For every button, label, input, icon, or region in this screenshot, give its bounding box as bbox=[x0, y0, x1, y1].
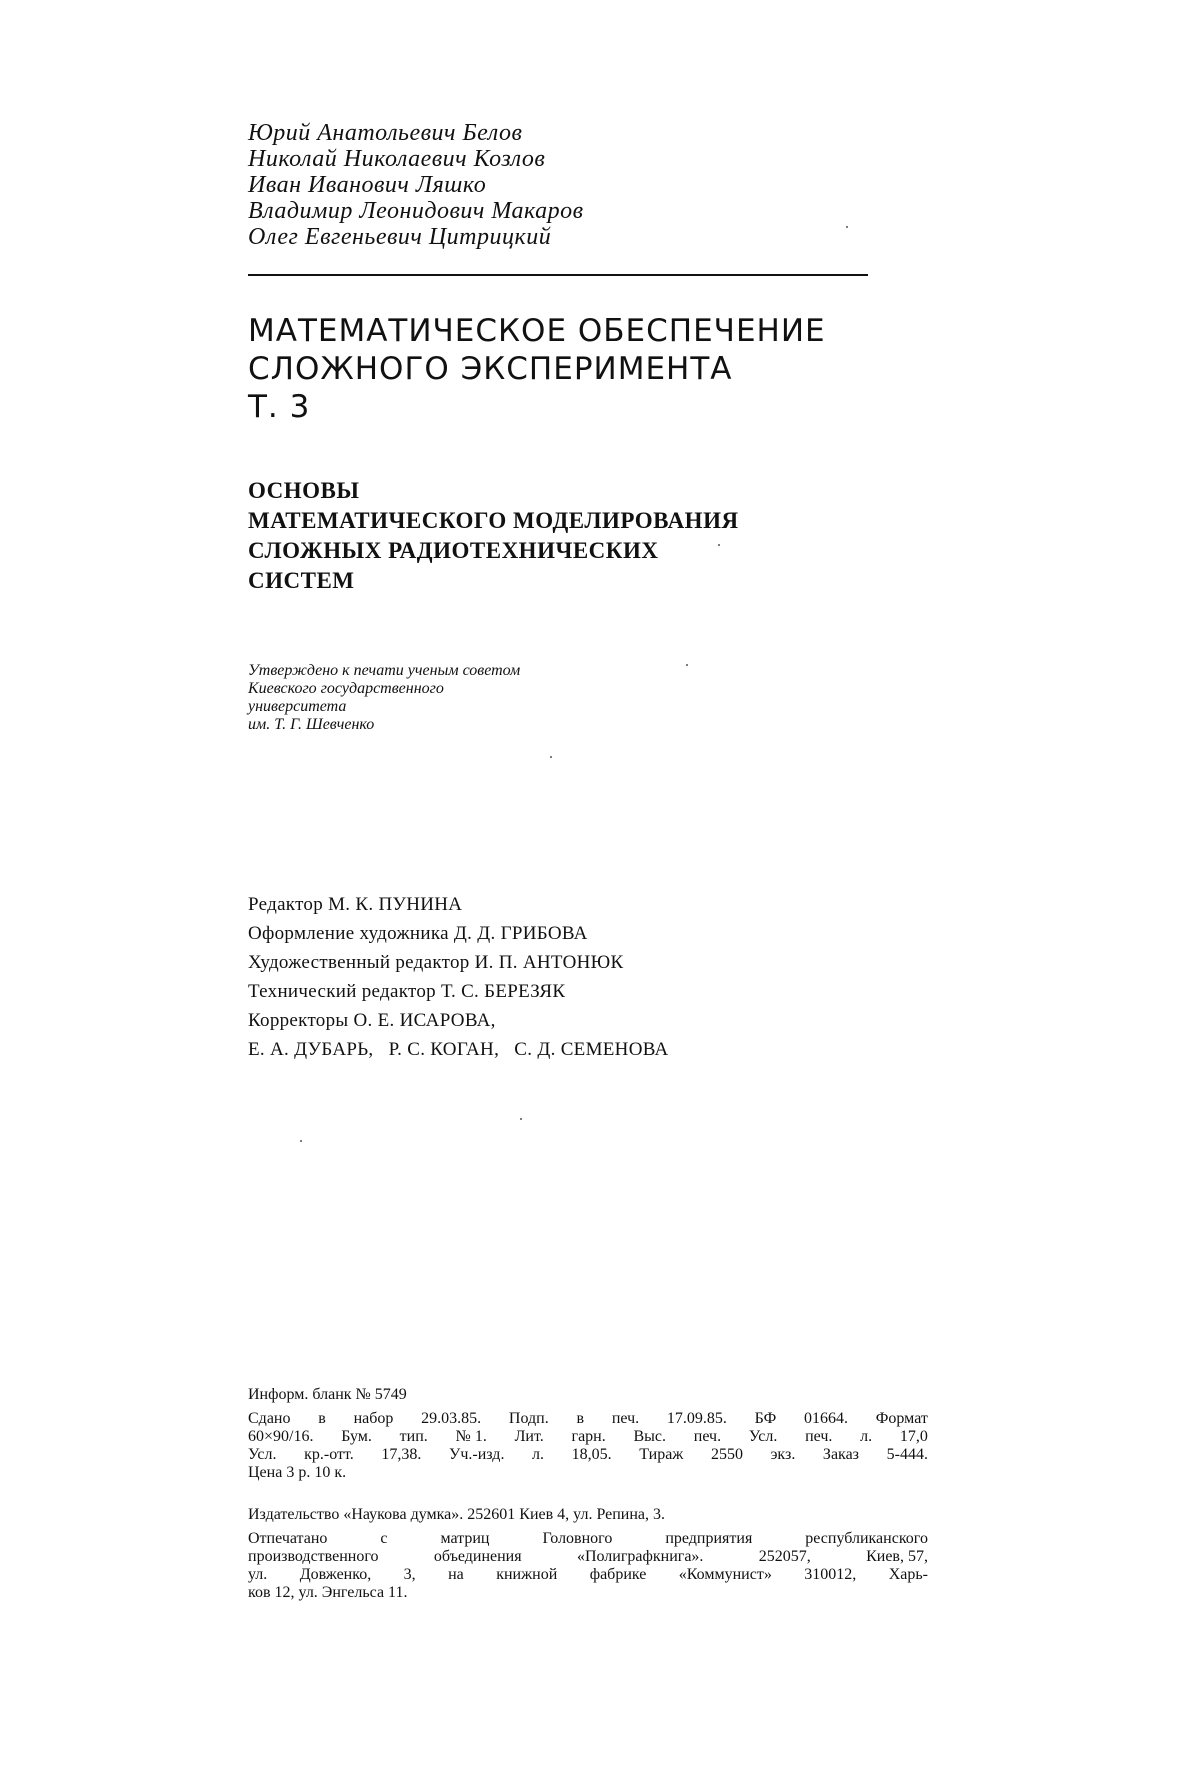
printer-info-line bbox=[248, 1530, 928, 1548]
word: 01664. bbox=[804, 1410, 849, 1427]
imprint-block bbox=[248, 1386, 928, 1602]
author-name: Олег Евгеньевич Цитрицкий bbox=[248, 224, 552, 250]
word: печ. bbox=[805, 1428, 833, 1445]
word: «Коммунист» bbox=[678, 1566, 772, 1583]
author-name: Юрий Анатольевич Белов bbox=[248, 120, 523, 146]
word: в bbox=[318, 1410, 326, 1427]
word: л. bbox=[860, 1428, 873, 1445]
print-details bbox=[248, 1410, 928, 1464]
printer-info-line bbox=[248, 1566, 928, 1584]
author-list bbox=[248, 120, 584, 250]
print-details-line bbox=[248, 1428, 928, 1446]
word: печ. bbox=[693, 1428, 722, 1445]
horizontal-rule bbox=[248, 274, 868, 276]
print-details-line bbox=[248, 1446, 928, 1464]
word: предприятия bbox=[665, 1530, 753, 1547]
info-blank-number: Информ. бланк № 5749 bbox=[248, 1386, 407, 1403]
approval-line: университета bbox=[248, 698, 347, 715]
word: 3, bbox=[403, 1566, 416, 1583]
word: экз. bbox=[770, 1446, 796, 1463]
word: 5-444. bbox=[886, 1446, 928, 1463]
word: 60×90/16. bbox=[248, 1428, 314, 1445]
approval-line: Утверждено к печати ученым советом bbox=[248, 662, 521, 679]
word: Уч.-изд. bbox=[449, 1446, 505, 1463]
word: кр.-отт. bbox=[304, 1446, 354, 1463]
word: 2550 bbox=[710, 1446, 743, 1463]
word: тип. bbox=[399, 1428, 428, 1445]
word: в bbox=[576, 1410, 585, 1427]
word: 17.09.85. bbox=[666, 1410, 727, 1427]
word: книжной bbox=[496, 1566, 558, 1583]
subtitle-line: СЛОЖНЫХ РАДИОТЕХНИЧЕСКИХ bbox=[248, 538, 659, 563]
author-name: Иван Иванович Ляшко bbox=[248, 172, 487, 198]
editorial-credits bbox=[248, 890, 669, 1064]
word: 17,38. bbox=[381, 1446, 422, 1463]
author-name: Николай Николаевич Козлов bbox=[248, 146, 546, 172]
credit-line: Корректоры О. Е. ИСАРОВА, bbox=[248, 1010, 496, 1031]
word: матриц bbox=[440, 1530, 490, 1547]
word: 252057, bbox=[758, 1548, 811, 1565]
word: ул. bbox=[248, 1566, 268, 1583]
subtitle-line: ОСНОВЫ bbox=[248, 478, 360, 503]
word: производственного bbox=[248, 1548, 379, 1565]
word: Лит. bbox=[514, 1428, 544, 1445]
book-title-line: МАТЕМАТИЧЕСКОЕ ОБЕСПЕЧЕНИЕ bbox=[248, 313, 826, 349]
book-title bbox=[248, 312, 826, 426]
word: набор bbox=[353, 1410, 394, 1427]
credit-line: Технический редактор Т. С. БЕРЕЗЯК bbox=[248, 981, 566, 1002]
word: 310012, bbox=[804, 1566, 857, 1583]
word: Выс. bbox=[633, 1428, 667, 1445]
word: 17,0 bbox=[899, 1428, 928, 1445]
subtitle-line: МАТЕМАТИЧЕСКОГО МОДЕЛИРОВАНИЯ bbox=[248, 508, 739, 533]
word: Заказ bbox=[822, 1446, 859, 1463]
word: гарн. bbox=[571, 1428, 606, 1445]
word: 18,05. bbox=[571, 1446, 612, 1463]
word: 29.03.85. bbox=[421, 1410, 482, 1427]
word: Харь- bbox=[888, 1566, 928, 1583]
word: фабрике bbox=[589, 1566, 647, 1583]
credit-line: Е. А. ДУБАРЬ, Р. С. КОГАН, С. Д. СЕМЕНОВА bbox=[248, 1039, 669, 1060]
word: Тираж bbox=[639, 1446, 684, 1463]
word: республиканского bbox=[805, 1530, 928, 1547]
word: Усл. bbox=[748, 1428, 778, 1445]
word: Головного bbox=[542, 1530, 613, 1547]
credit-line: Оформление художника Д. Д. ГРИБОВА bbox=[248, 923, 588, 944]
word: Сдано bbox=[248, 1410, 291, 1427]
word: № 1. bbox=[455, 1428, 487, 1445]
word: с bbox=[380, 1530, 388, 1547]
word: на bbox=[448, 1566, 464, 1583]
word: Формат bbox=[875, 1410, 928, 1427]
credit-line: Редактор М. К. ПУНИНА bbox=[248, 894, 463, 915]
volume-subtitle bbox=[248, 476, 739, 596]
word: Киев, 57, bbox=[866, 1548, 928, 1565]
subtitle-line: СИСТЕМ bbox=[248, 568, 355, 593]
book-title-line: СЛОЖНОГО ЭКСПЕРИМЕНТА bbox=[248, 351, 733, 387]
print-details-line bbox=[248, 1410, 928, 1428]
word: Довженко, bbox=[299, 1566, 372, 1583]
approval-line: им. Т. Г. Шевченко bbox=[248, 716, 375, 733]
word: Бум. bbox=[341, 1428, 372, 1445]
word: Подп. bbox=[508, 1410, 549, 1427]
volume-number: Т. 3 bbox=[248, 389, 311, 425]
approval-line: Киевского государственного bbox=[248, 680, 444, 697]
word: Отпечатано bbox=[248, 1530, 328, 1547]
word: печ. bbox=[611, 1410, 640, 1427]
word: Усл. bbox=[248, 1446, 277, 1463]
publisher-info: Издательство «Наукова думка». 252601 Киев 4, ул. Репина, 3. bbox=[248, 1506, 666, 1523]
credit-line: Художественный редактор И. П. АНТОНЮК bbox=[248, 952, 624, 973]
author-name: Владимир Леонидович Макаров bbox=[248, 198, 584, 224]
word: «Полиграфкнига». bbox=[576, 1548, 704, 1565]
word: объединения bbox=[433, 1548, 522, 1565]
price: Цена 3 р. 10 к. bbox=[248, 1464, 347, 1481]
printer-info bbox=[248, 1530, 928, 1584]
word: БФ bbox=[754, 1410, 777, 1427]
printer-info-line bbox=[248, 1548, 928, 1566]
approval-note bbox=[248, 662, 520, 734]
printer-info-line: ков 12, ул. Энгельса 11. bbox=[248, 1584, 408, 1601]
word: л. bbox=[532, 1446, 545, 1463]
